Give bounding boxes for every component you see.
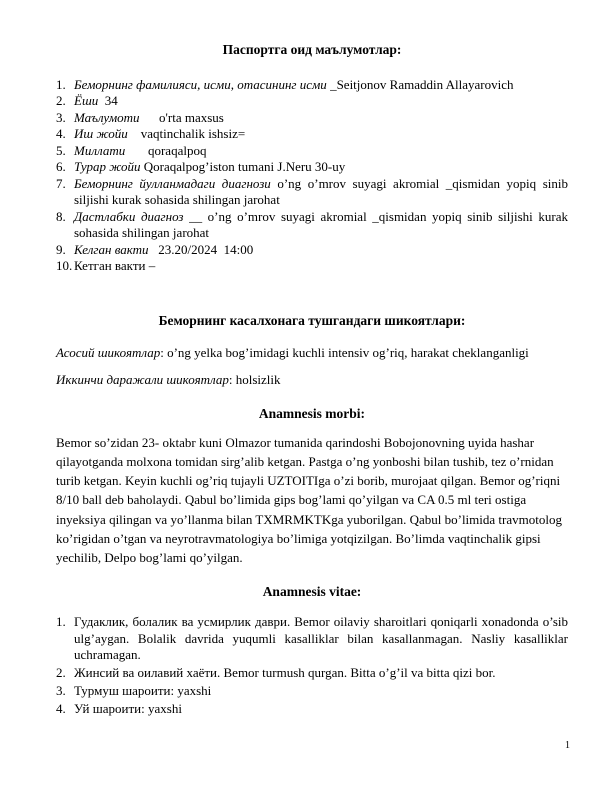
passport-heading: Паспортга оид маълумотлар: <box>222 42 402 57</box>
item-value: qoraqalpoq <box>125 142 207 158</box>
item-value: Qoraqalpog’iston tumani J.Neru 30-uy <box>140 159 346 174</box>
vitae-item-text: Турмуш шароити: yaxshi <box>74 683 212 699</box>
passport-item: 10. Кетган вакти – <box>56 258 156 273</box>
item-value: _Seitjonov Ramaddin Allayarovich <box>326 76 514 92</box>
vitae-item: 1. Гудаклик, болалик ва усмирлик даври. Bemor oilaviy sharoitlari qoniqarli xonadonda o’sib ulg’aygan. Bolalik davrida yuqumli kasalliklar bilan kasallanmagan. Nasliy kasalliklar uchramagan. <box>56 614 568 663</box>
item-label: Дастлабки диагноз <box>74 208 184 224</box>
item-label: Миллати <box>74 142 126 158</box>
passport-item: 6. Турар жойи Qoraqalpog’iston tumani J.Neru 30-uy <box>56 159 346 174</box>
vitae-item-text: Гудаклик, болалик ва усмирлик даври. Bemor oilaviy sharoitlari qoniqarli xonadonda o’sib ulg’aygan. Bolalik davrida yuqumli kasalliklar bilan kasallanmagan. Nasliy kasalliklar uchramagan. <box>74 614 568 663</box>
passport-item: 8. Дастлабки диагноз __ o’ng o’mrov suyagi akromial _qismidan yopiq sinib siljishi kurak sohasida shilingan jarohat <box>56 208 568 240</box>
item-value: __ o’ng o’mrov suyagi akromial _qismidan yopiq sinib siljishi kurak sohasida shilingan jarohat <box>74 208 568 240</box>
passport-item: 2. Ёши 34 <box>56 93 118 108</box>
vitae-item: 4. Уй шароити: yaxshi <box>56 701 182 717</box>
anamnesis-morbi-heading: Anamnesis morbi: <box>258 406 366 421</box>
main-complaints-label: Асосий шикоятлар <box>56 345 161 360</box>
item-value: Кетган вакти – <box>74 258 156 273</box>
secondary-complaints-value: : holsizlik <box>228 371 281 387</box>
page-number: 1 <box>565 740 570 751</box>
document-page <box>56 42 568 719</box>
passport-item: 7. Беморнинг йулланмадаги диагнози o’ng o’mrov suyagi akromial _qismidan yopiq sinib siljishi kurak sohasida shilingan jarohat <box>56 175 568 207</box>
vitae-item-text: Жинсий ва оилавий хаёти. Bemor turmush qurgan. Bitta o’g’il va bitta qizi bor. <box>74 665 496 681</box>
complaints-heading: Беморнинг касалхонага тушгандаги шикоятлари: <box>158 312 466 328</box>
passport-item: 9. Келган вакти 23.20/2024 14:00 <box>56 241 254 257</box>
main-complaints-value: : o’ng yelka bog’imidagi kuchli intensiv og’riq, harakat cheklanganligi <box>160 345 529 360</box>
vitae-item: 3. Турмуш шароити: yaxshi <box>56 683 212 699</box>
item-value: o’ng o’mrov suyagi akromial _qismidan yopiq sinib siljishi kurak sohasida shilingan jarohat <box>74 175 568 207</box>
passport-list <box>56 77 568 275</box>
vitae-list <box>56 614 568 718</box>
item-value: 34 <box>98 93 118 108</box>
secondary-complaints-label: Иккинчи даражали шикоятлар <box>56 371 229 387</box>
anamnesis-vitae-heading: Anamnesis vitae: <box>262 583 362 599</box>
passport-item: 3. Маълумоти o'rta maxsus <box>56 109 224 125</box>
anamnesis-morbi-text: Bemor so’zidan 23- oktabr kuni Olmazor tumanida qarindoshi Bobojonovning uyida hashar qilayotganda molxona tomidan sirg’alib ketgan. Pastga o’ng yonboshi bilan tushib, tez o’rnidan turib ketgan. Keyin kuchli og’riq tujayli UZTOITIga o’zi borib, murojaat qilgan. Bemor og’riqni 8/10 ball deb baholaydi. Qabul bo’limida gips bog’lami qo’yilgan va CA 0.5 ml teri ostiga inyeksiya qilingan va yo’llanma bilan TXMRMKTKga yuborilgan. Qabul bo’limida travmotolog ko’rigidan o’tgan va neyrotravmatologiya bo’limiga yotqizilgan. Bo’limda vaqtinchalik gipsi yechilib, Delpo bog’lami qo’yilgan. <box>56 434 562 566</box>
item-label: Келган вакти <box>74 241 149 257</box>
item-value: 23.20/2024 14:00 <box>148 241 254 257</box>
item-label: Беморнинг йулланмадаги диагнози <box>74 175 271 191</box>
item-label: Турар жойи <box>74 159 141 174</box>
item-label: Иш жойи <box>74 126 128 141</box>
secondary-complaints <box>56 372 568 389</box>
main-complaints <box>56 345 568 362</box>
vitae-item: 2. Жинсий ва оилавий хаёти. Bemor turmush qurgan. Bitta o’g’il va bitta qizi bor. <box>56 665 496 681</box>
passport-item: 1. Беморнинг фамилияси, исми, отасининг исми _Seitjonov Ramaddin Allayarovich <box>56 76 514 92</box>
item-label: Маълумоти <box>74 109 140 125</box>
passport-item: 4. Иш жойи vaqtinchalik ishsiz= <box>56 126 246 141</box>
item-value: vaqtinchalik ishsiz= <box>127 126 246 141</box>
item-value: o'rta maxsus <box>139 109 224 125</box>
item-label: Беморнинг фамилияси, исми, отасининг исми <box>74 76 327 92</box>
vitae-item-text: Уй шароити: yaxshi <box>74 701 182 717</box>
item-label: Ёши <box>74 93 99 108</box>
passport-item: 5. Миллати qoraqalpoq <box>56 142 207 158</box>
